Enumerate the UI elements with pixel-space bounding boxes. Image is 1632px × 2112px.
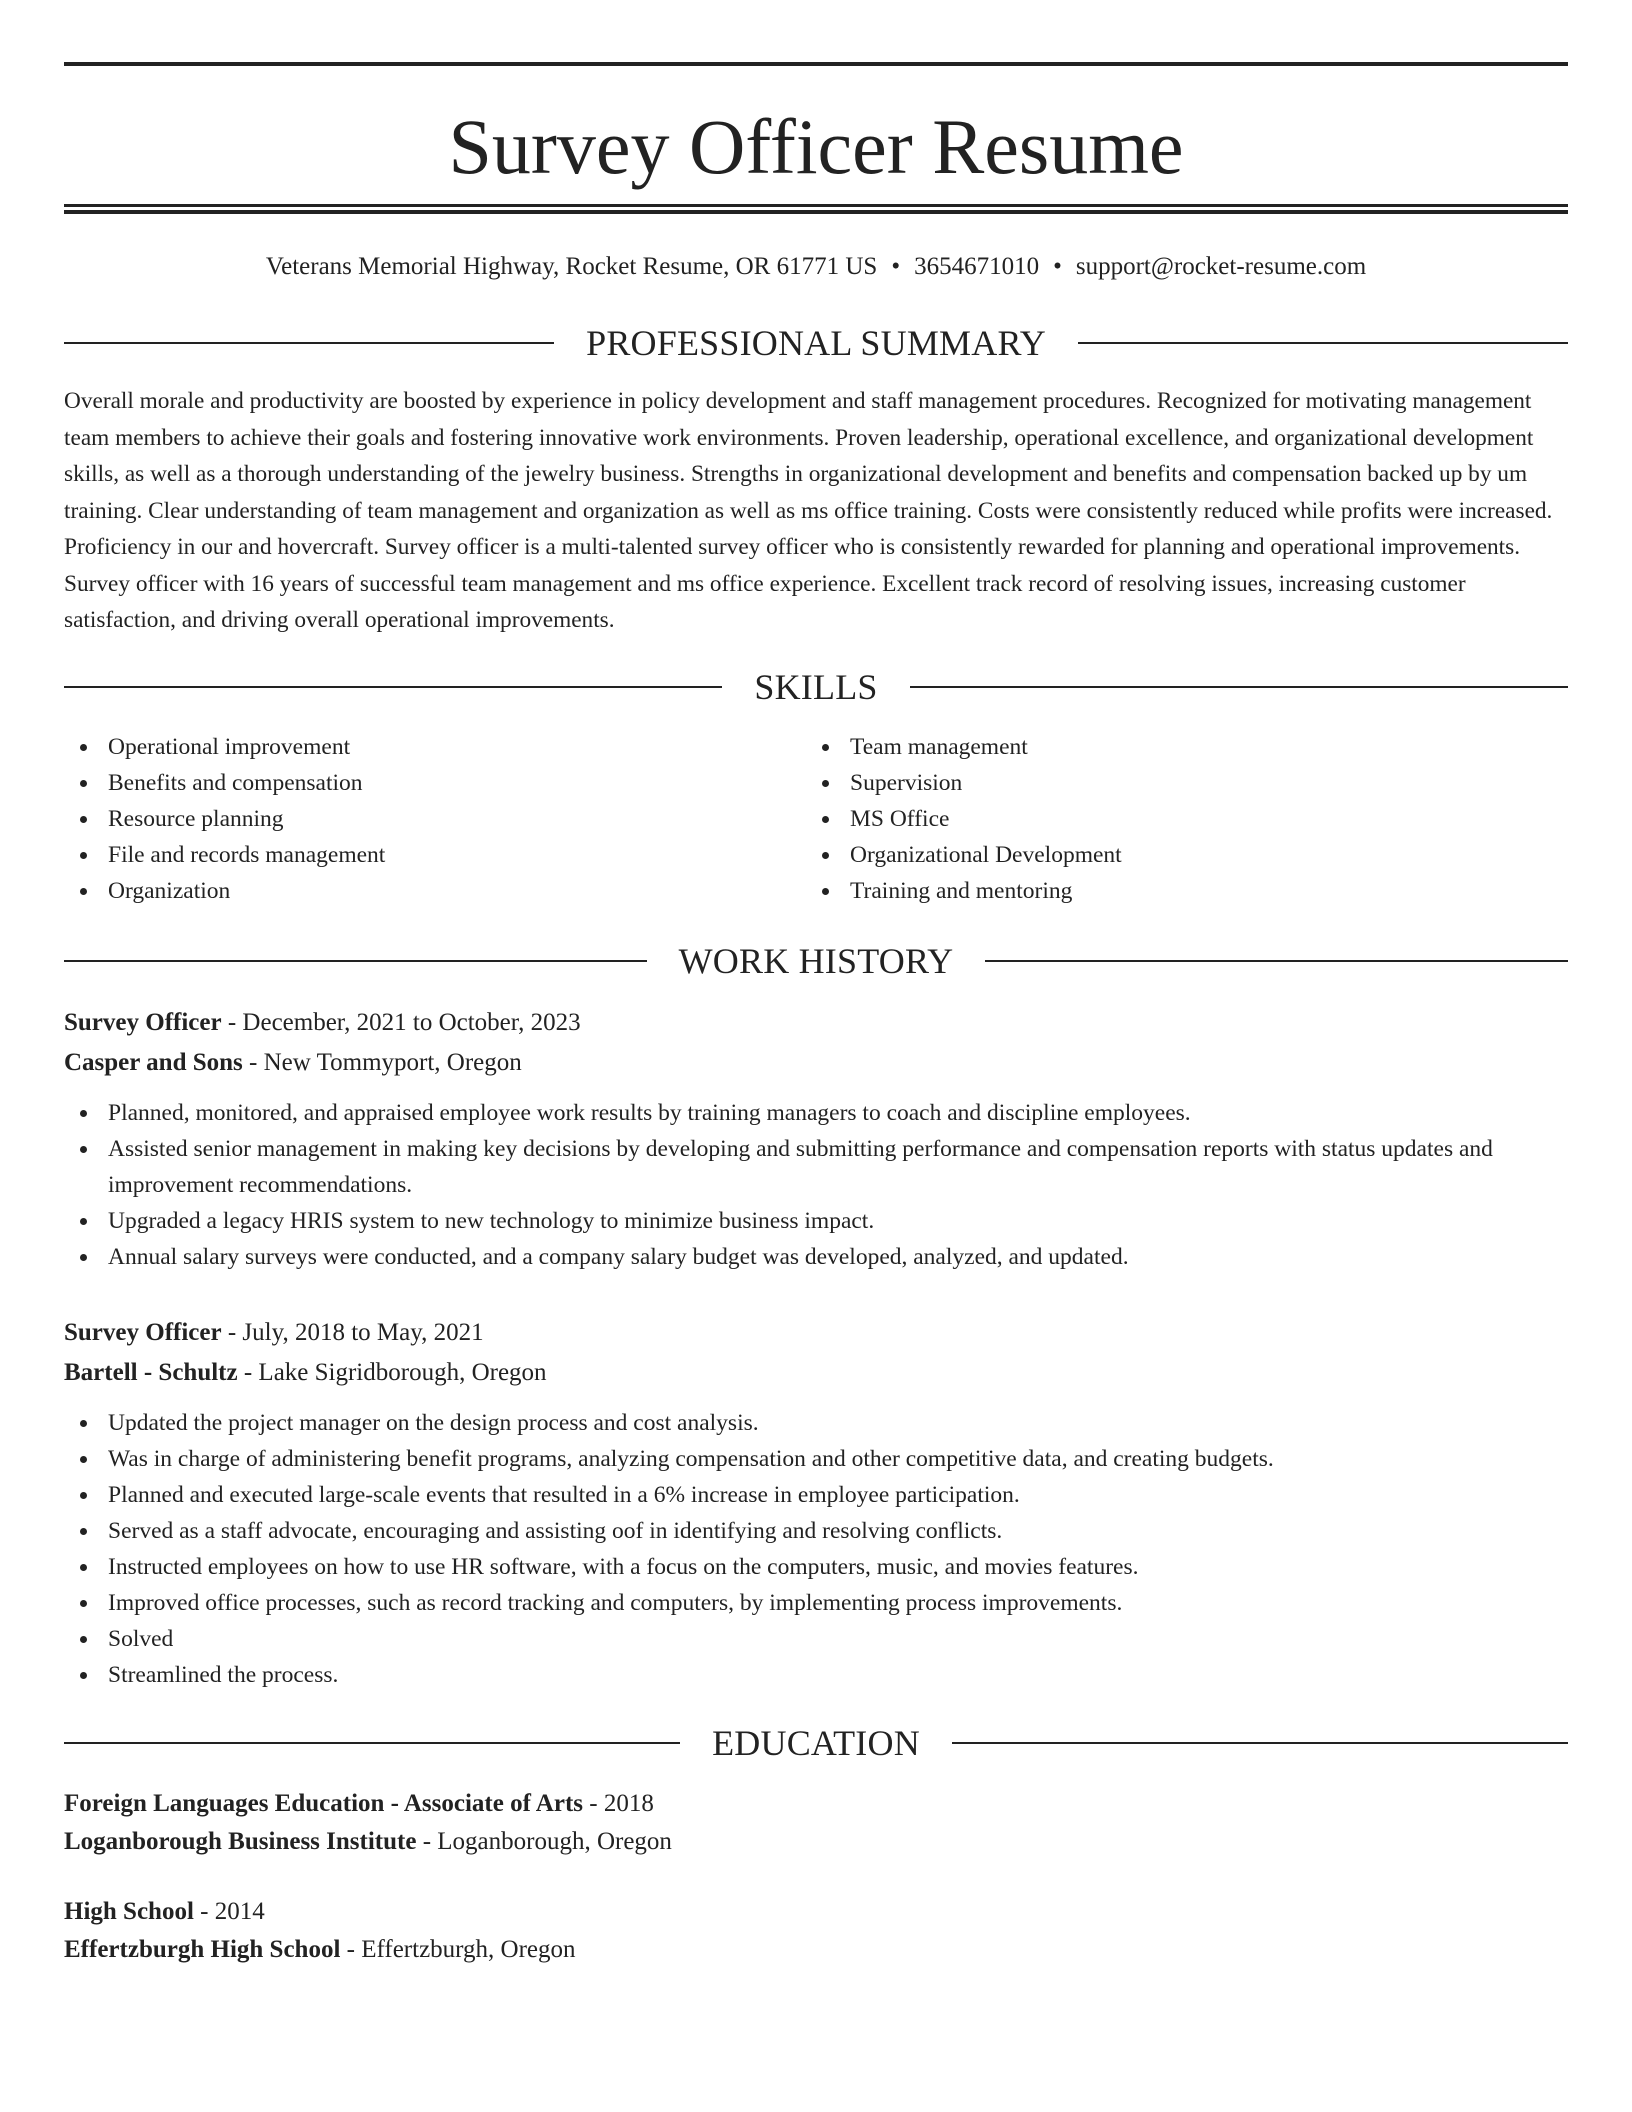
education-school-line: [64, 1823, 1568, 1861]
education-location: - Effertzburgh, Oregon: [340, 1935, 576, 1963]
skill-item: Supervision: [806, 765, 1548, 801]
contact-separator: •: [1053, 253, 1062, 280]
skills-column-right: [806, 729, 1548, 909]
divider: [64, 342, 554, 344]
job-title-line: [64, 1003, 1568, 1043]
contact-address: Veterans Memorial Highway, Rocket Resume, OR 61771 US: [265, 253, 878, 280]
section-header-skills: [64, 666, 1568, 707]
job-title: Survey Officer: [64, 1318, 222, 1346]
divider: [952, 1742, 1568, 1744]
skills-column-left: [64, 729, 806, 909]
contact-separator: •: [891, 253, 901, 280]
job-bullet: Assisted senior management in making key decisions by developing and submitting performance and compensation reports with status updates and improvement recommendations.: [64, 1131, 1568, 1203]
job-bullet: Solved: [64, 1621, 1568, 1657]
education-degree: Foreign Languages Education - Associate of Arts: [64, 1789, 583, 1817]
skill-item: MS Office: [806, 801, 1548, 837]
skill-item: Resource planning: [64, 801, 806, 837]
education-entry: [64, 1893, 1568, 1969]
job-location: - Lake Sigridborough, Oregon: [237, 1358, 547, 1386]
skill-item: Organizational Development: [806, 837, 1548, 873]
job-bullet: Improved office processes, such as record tracking and computers, by implementing process improvements.: [64, 1585, 1568, 1621]
skill-item: Benefits and compensation: [64, 765, 806, 801]
section-header-work: [64, 940, 1568, 981]
job-bullet: Streamlined the process.: [64, 1657, 1568, 1693]
job-bullet: Instructed employees on how to use HR software, with a focus on the computers, music, and movies features.: [64, 1549, 1568, 1585]
job-bullet: Planned and executed large-scale events that resulted in a 6% increase in employee participation.: [64, 1477, 1568, 1513]
skill-item: File and records management: [64, 837, 806, 873]
page-title: Survey Officer Resume: [448, 103, 1184, 190]
title-double-rule: [64, 204, 1568, 214]
job-company: Bartell - Schultz: [64, 1358, 238, 1386]
top-rule: [64, 62, 1568, 66]
section-title: EDUCATION: [712, 1722, 920, 1763]
education-location: - Loganborough, Oregon: [416, 1827, 672, 1855]
education-school: Effertzburgh High School: [64, 1935, 341, 1963]
education-degree-line: [64, 1893, 1568, 1931]
education-school: Loganborough Business Institute: [64, 1827, 417, 1855]
divider: [64, 686, 722, 688]
job-title-line: [64, 1313, 1568, 1353]
job-entry: [64, 1003, 1568, 1275]
job-company: Casper and Sons: [64, 1048, 243, 1076]
skills-list: [64, 729, 1568, 909]
contact-email: support@rocket-resume.com: [1075, 253, 1367, 280]
education-year: - 2018: [583, 1789, 654, 1817]
section-title: PROFESSIONAL SUMMARY: [586, 323, 1046, 363]
job-bullet: Annual salary surveys were conducted, and a company salary budget was developed, analyzed, and updated.: [64, 1239, 1568, 1275]
skill-item: Training and mentoring: [806, 873, 1548, 909]
job-bullet: Was in charge of administering benefit programs, analyzing compensation and other competitive data, and creating budgets.: [64, 1441, 1568, 1477]
job-bullets: [64, 1405, 1568, 1693]
job-location: - New Tommyport, Oregon: [242, 1048, 522, 1076]
skill-item: Organization: [64, 873, 806, 909]
job-bullet: Planned, monitored, and appraised employee work results by training managers to coach and discipline employees.: [64, 1095, 1568, 1131]
divider: [64, 960, 647, 962]
job-title: Survey Officer: [64, 1008, 222, 1036]
job-bullet: Upgraded a legacy HRIS system to new technology to minimize business impact.: [64, 1203, 1568, 1239]
education-year: - 2014: [193, 1897, 265, 1925]
education-degree-line: [64, 1785, 1568, 1823]
section-header-summary: [64, 325, 1568, 361]
job-company-line: [64, 1353, 1568, 1393]
education-degree: High School: [64, 1897, 194, 1925]
contact-line: [64, 254, 1568, 279]
job-bullet: Served as a staff advocate, encouraging and assisting oof in identifying and resolving conflicts.: [64, 1513, 1568, 1549]
contact-phone: 3654671010: [914, 253, 1040, 280]
section-title: SKILLS: [754, 666, 878, 707]
skill-item: Team management: [806, 729, 1548, 765]
divider: [910, 686, 1568, 688]
job-dates: - July, 2018 to May, 2021: [221, 1318, 484, 1346]
job-company-line: [64, 1043, 1568, 1083]
job-entry: [64, 1313, 1568, 1693]
education-school-line: [64, 1931, 1568, 1969]
summary-text: Overall morale and productivity are boosted by experience in policy development and staff management procedures. Recognized for motivating management team members to achieve their goals and fostering innovative work environments. Proven leadership, operational excellence, and organizational development skills, as well as a thorough understanding of the jewelry business. Strengths in organizational development and benefits and compensation backed up by um training. Clear understanding of team management and organization as well as ms office training. Costs were consistently reduced while profits were increased. Proficiency in our and hovercraft. Survey officer is a multi-talented survey officer who is consistently rewarded for planning and operational improvements. Survey officer with 16 years of successful team management and ms office experience. Excellent track record of resolving issues, increasing customer satisfaction, and driving overall operational improvements.: [64, 388, 1553, 633]
skill-item: Operational improvement: [64, 729, 806, 765]
job-bullets: [64, 1095, 1568, 1275]
section-title: WORK HISTORY: [678, 940, 954, 981]
job-dates: - December, 2021 to October, 2023: [221, 1008, 581, 1036]
education-entry: [64, 1785, 1568, 1861]
divider: [1078, 342, 1568, 344]
section-header-education: [64, 1722, 1568, 1763]
divider: [64, 1742, 680, 1744]
job-bullet: Updated the project manager on the design process and cost analysis.: [64, 1405, 1568, 1441]
divider: [985, 960, 1568, 962]
